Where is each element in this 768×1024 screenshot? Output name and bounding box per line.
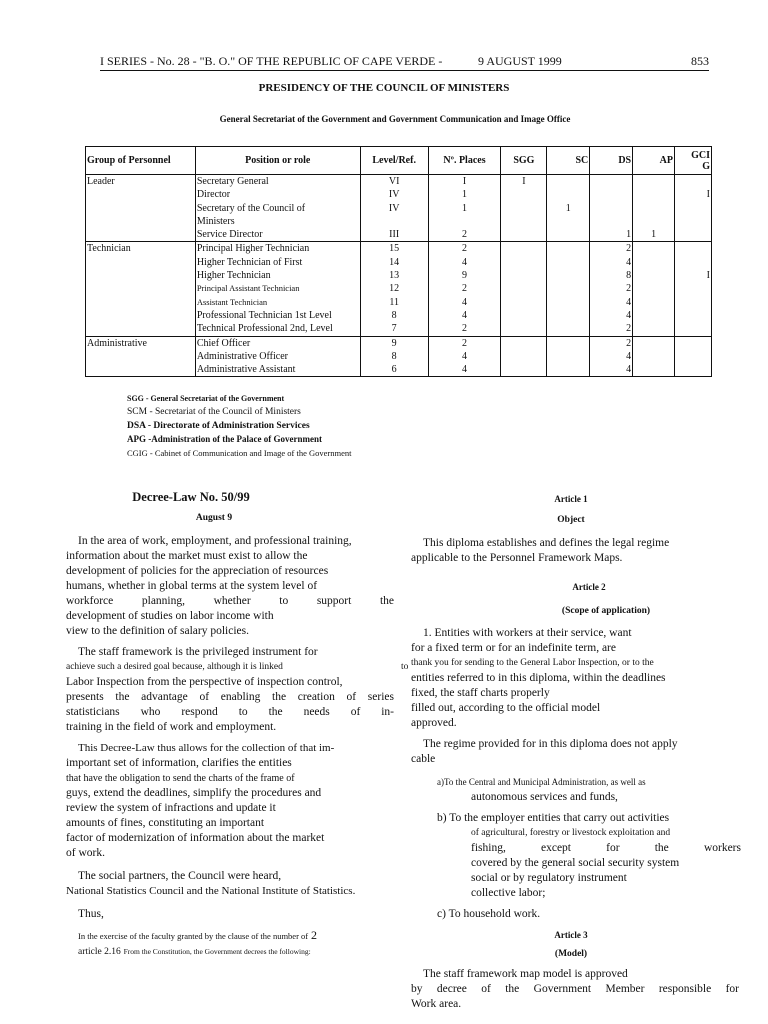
ds-value: 4 <box>626 309 632 321</box>
text-line: of agricultural, forestry or livestock exploitation and <box>471 828 671 838</box>
text-span: to <box>401 662 409 672</box>
paragraph <box>66 645 409 735</box>
legend-item: SCM - Secretariat of the Council of Ministers <box>127 406 301 417</box>
text-line: approved. <box>411 717 457 729</box>
header-date: 9 AUGUST 1999 <box>478 54 562 68</box>
text-line: The social partners, the Council were heard, <box>78 870 282 882</box>
legend-item: CGIG - Cabinet of Communication and Image of the Government <box>127 448 352 459</box>
levels-cell <box>360 336 428 377</box>
level-value: VI <box>388 176 400 187</box>
text-line: social or by regulatory instrument <box>471 872 627 884</box>
group-name: Leader <box>87 176 115 187</box>
text-line: Labor Inspection from the perspective of inspection control, <box>66 676 343 688</box>
positions-cell <box>195 242 360 336</box>
position-name: Assistant Technician <box>196 296 268 307</box>
text-line: cable <box>411 753 436 765</box>
col-header-position: Position or role <box>195 147 360 175</box>
ds-value: 8 <box>626 270 632 282</box>
places-value: 2 <box>462 243 468 255</box>
text-line: training in the field of work and employment. <box>66 721 277 733</box>
text-line: applicable to the Personnel Framework Maps. <box>411 552 623 564</box>
sgg-cell <box>501 242 547 336</box>
paragraph <box>411 737 739 767</box>
text-line: information about the market must exist to allow the <box>66 550 308 562</box>
position-name: Technical Professional 2nd, Level <box>196 323 333 335</box>
table-header-row <box>86 147 712 175</box>
ds-cell <box>590 175 633 242</box>
text-line: b) To the employer entities that carry out activities <box>437 812 670 824</box>
places-value: 2 <box>462 337 468 349</box>
article-3-title: Article 3 <box>554 930 588 940</box>
level-value: 9 <box>391 337 397 349</box>
text-line <box>66 928 394 944</box>
text-line: for a fixed term or for an indefinite term, are <box>411 642 616 654</box>
position-name: Chief Officer <box>196 337 251 349</box>
text-line: collective labor; <box>471 887 546 899</box>
places-value <box>430 215 500 228</box>
col-header-level: Level/Ref. <box>360 147 428 175</box>
text-line: by decree of the Government Member responsible for <box>411 983 739 995</box>
table-row <box>86 175 712 242</box>
positions-cell <box>195 175 360 242</box>
levels-cell <box>360 242 428 336</box>
text-line: fixed, the staff charts properly <box>411 687 550 699</box>
ap-cell <box>633 336 675 377</box>
text-span: 2 <box>311 928 317 942</box>
col-header-gcig-bottom: G <box>702 160 710 172</box>
sc-value: 1 <box>565 202 571 214</box>
gcig-cell <box>675 175 712 242</box>
legend-item: APG -Administration of the Palace of Government <box>127 434 322 445</box>
level-value <box>362 215 427 228</box>
paragraph <box>66 869 394 899</box>
position-name: Professional Technician 1st Level <box>196 309 332 321</box>
page-header <box>100 54 709 71</box>
article-1-subtitle: Object <box>557 515 585 525</box>
text-line: amounts of fines, constituting an important <box>66 817 265 829</box>
level-value: 12 <box>389 283 400 295</box>
group-name: Technician <box>87 243 131 255</box>
decree-date: August 9 <box>195 513 233 523</box>
text-line: The regime provided for in this diploma does not apply <box>423 738 678 750</box>
ap-value: 1 <box>651 229 657 241</box>
group-cell-leader <box>86 175 196 242</box>
text-span: achieve such a desired goal because, although it is linked <box>66 662 283 672</box>
ds-value: 2 <box>626 337 632 349</box>
text-line: covered by the general social security system <box>471 857 680 869</box>
sgg-value: I <box>522 176 526 187</box>
col-header-group: Group of Personnel <box>86 147 196 175</box>
text-line: of work. <box>66 847 105 859</box>
text-line: humans, whether in global terms at the system level of <box>66 580 318 592</box>
text-span: In the exercise of the faculty granted by the clause of the number of <box>78 931 309 941</box>
text-span: article 2.16 <box>78 947 121 957</box>
legend-item: SGG - General Secretariat of the Government <box>127 394 285 403</box>
text-line: presents the advantage of enabling the creation of series <box>66 691 394 703</box>
paragraph <box>66 741 394 861</box>
text-line: important set of information, clarifies the entities <box>66 757 292 769</box>
text-line: In the area of work, employment, and professional training, <box>78 535 352 547</box>
paragraph <box>66 534 394 639</box>
header-page-number: 853 <box>691 54 709 68</box>
places-value: I <box>462 176 467 187</box>
places-value: 4 <box>462 350 468 362</box>
level-value: 14 <box>389 256 400 268</box>
sc-cell <box>547 336 590 377</box>
level-value: 7 <box>391 323 397 335</box>
right-column <box>411 492 739 1012</box>
text-line: Work area. <box>411 998 462 1010</box>
level-value: 13 <box>389 270 400 282</box>
position-name: Principal Higher Technician <box>196 243 310 255</box>
table-row <box>86 242 712 336</box>
position-name: Administrative Officer <box>196 350 288 362</box>
text-line: thank you for sending to the General Labor Inspection, or to the <box>411 658 654 668</box>
group-cell-administrative <box>86 336 196 377</box>
level-value: 8 <box>391 309 397 321</box>
ds-value: 4 <box>626 256 632 268</box>
text-span: From the Constitution, the Government decrees the following: <box>123 947 311 956</box>
col-header-ap: AP <box>633 147 675 175</box>
list-item <box>411 775 739 805</box>
places-value: 2 <box>462 323 468 335</box>
text-line: 1. Entities with workers at their service, want <box>423 627 632 639</box>
col-header-gcig <box>675 147 712 175</box>
places-value: 9 <box>462 270 468 282</box>
places-cell <box>428 336 501 377</box>
level-value: III <box>389 229 400 241</box>
level-value: 15 <box>389 243 400 255</box>
text-line: workforce planning, whether to support the <box>66 595 394 607</box>
col-header-sc: SC <box>547 147 590 175</box>
position-name: Administrative Assistant <box>196 364 296 376</box>
text-line: guys, extend the deadlines, simplify the procedures and <box>66 787 322 799</box>
level-value: 6 <box>391 364 397 376</box>
text-line: The staff framework is the privileged instrument for <box>78 646 318 658</box>
gcig-value: I <box>706 270 710 282</box>
col-header-sgg: SGG <box>501 147 547 175</box>
text-line: This Decree-Law thus allows for the collection of that im- <box>78 742 335 754</box>
places-value: 1 <box>462 189 468 201</box>
paragraph <box>411 967 739 1012</box>
places-value: 4 <box>462 296 468 308</box>
text-line: factor of modernization of information about the market <box>66 832 325 844</box>
text-line: Thus, <box>78 908 104 920</box>
paragraph <box>411 626 739 731</box>
text-line: view to the definition of salary policies. <box>66 625 249 637</box>
sgg-cell <box>501 336 547 377</box>
text-line: a)To the Central and Municipal Administration, as well as <box>437 777 646 787</box>
places-value: 1 <box>462 202 468 214</box>
ds-value: 4 <box>626 296 632 308</box>
position-name: Secretary General <box>196 176 269 187</box>
level-value: IV <box>388 189 400 201</box>
text-line <box>66 660 409 675</box>
levels-cell <box>360 175 428 242</box>
col-header-gcig-top: GCI <box>691 149 710 161</box>
gcig-cell <box>675 242 712 336</box>
secretariat-title: General Secretariat of the Government and Government Communication and Image Office <box>219 114 571 124</box>
text-line: that have the obligation to send the charts of the frame of <box>66 773 295 784</box>
article-2-title: Article 2 <box>572 582 606 592</box>
level-value: IV <box>388 202 400 214</box>
level-value: 8 <box>391 350 397 362</box>
header-series: I SERIES - No. 28 - "B. O." OF THE REPUBLIC OF CAPE VERDE - <box>100 54 443 68</box>
sgg-cell <box>501 175 547 242</box>
text-line: development of policies for the appreciation of resources <box>66 565 329 577</box>
list-item <box>411 811 739 901</box>
places-value: 4 <box>462 364 468 376</box>
list-item: c) To household work. <box>437 908 541 920</box>
legend-item: DSA - Directorate of Administration Services <box>127 420 310 431</box>
abbreviation-legend <box>127 392 352 461</box>
ap-cell <box>633 242 675 336</box>
group-name: Administrative <box>87 337 147 349</box>
article-1-title: Article 1 <box>554 494 588 504</box>
paragraph <box>411 536 739 566</box>
position-name: Secretary of the Council of <box>196 202 306 214</box>
places-value: 4 <box>462 256 468 268</box>
text-line: review the system of infractions and update it <box>66 802 276 814</box>
sc-cell <box>547 242 590 336</box>
article-3-subtitle: (Model) <box>554 949 588 959</box>
places-value: 2 <box>462 229 468 241</box>
text-line: development of studies on labor income with <box>66 610 274 622</box>
position-name: Director <box>196 189 231 201</box>
text-line: statisticians who respond to the needs of in- <box>66 706 394 718</box>
ds-cell <box>590 336 633 377</box>
table-row <box>86 336 712 377</box>
ds-value: 2 <box>626 243 632 255</box>
places-cell <box>428 175 501 242</box>
places-value: 2 <box>462 283 468 295</box>
text-line: autonomous services and funds, <box>471 791 618 803</box>
staff-table <box>85 146 712 377</box>
presidency-title: PRESIDENCY OF THE COUNCIL OF MINISTERS <box>258 82 510 94</box>
places-value: 4 <box>462 309 468 321</box>
left-column <box>66 490 409 960</box>
positions-cell <box>195 336 360 377</box>
text-line: fishing, except for the workers <box>471 842 741 854</box>
decree-title: Decree-Law No. 50/99 <box>132 490 250 504</box>
paragraph <box>66 928 394 960</box>
position-name: Principal Assistant Technician <box>196 283 300 294</box>
ds-value: 4 <box>626 350 632 362</box>
text-line: This diploma establishes and defines the legal regime <box>423 537 670 549</box>
text-line <box>66 944 394 960</box>
ds-cell <box>590 242 633 336</box>
text-line: filled out, according to the official model <box>411 702 601 714</box>
text-line: National Statistics Council and the National Institute of Statistics. <box>66 885 356 897</box>
text-line: The staff framework map model is approved <box>423 968 628 980</box>
ap-cell <box>633 175 675 242</box>
ds-value: 1 <box>626 229 632 241</box>
position-name: Higher Technician of First <box>196 256 303 268</box>
ds-value: 2 <box>626 283 632 295</box>
text-line: entities referred to in this diploma, within the deadlines <box>411 672 666 684</box>
ds-value: 4 <box>626 364 632 376</box>
position-name: Higher Technician <box>196 270 271 282</box>
col-header-places: Nº. Places <box>428 147 501 175</box>
position-name: Service Director <box>196 229 263 241</box>
article-2-subtitle: (Scope of application) <box>561 606 651 616</box>
position-name: Ministers <box>196 215 235 227</box>
level-value: 11 <box>389 296 399 308</box>
col-header-ds: DS <box>590 147 633 175</box>
sc-cell <box>547 175 590 242</box>
gcig-value: I <box>706 189 710 201</box>
gcig-cell <box>675 336 712 377</box>
group-cell-technician <box>86 242 196 336</box>
places-cell <box>428 242 501 336</box>
ds-value: 2 <box>626 323 632 335</box>
